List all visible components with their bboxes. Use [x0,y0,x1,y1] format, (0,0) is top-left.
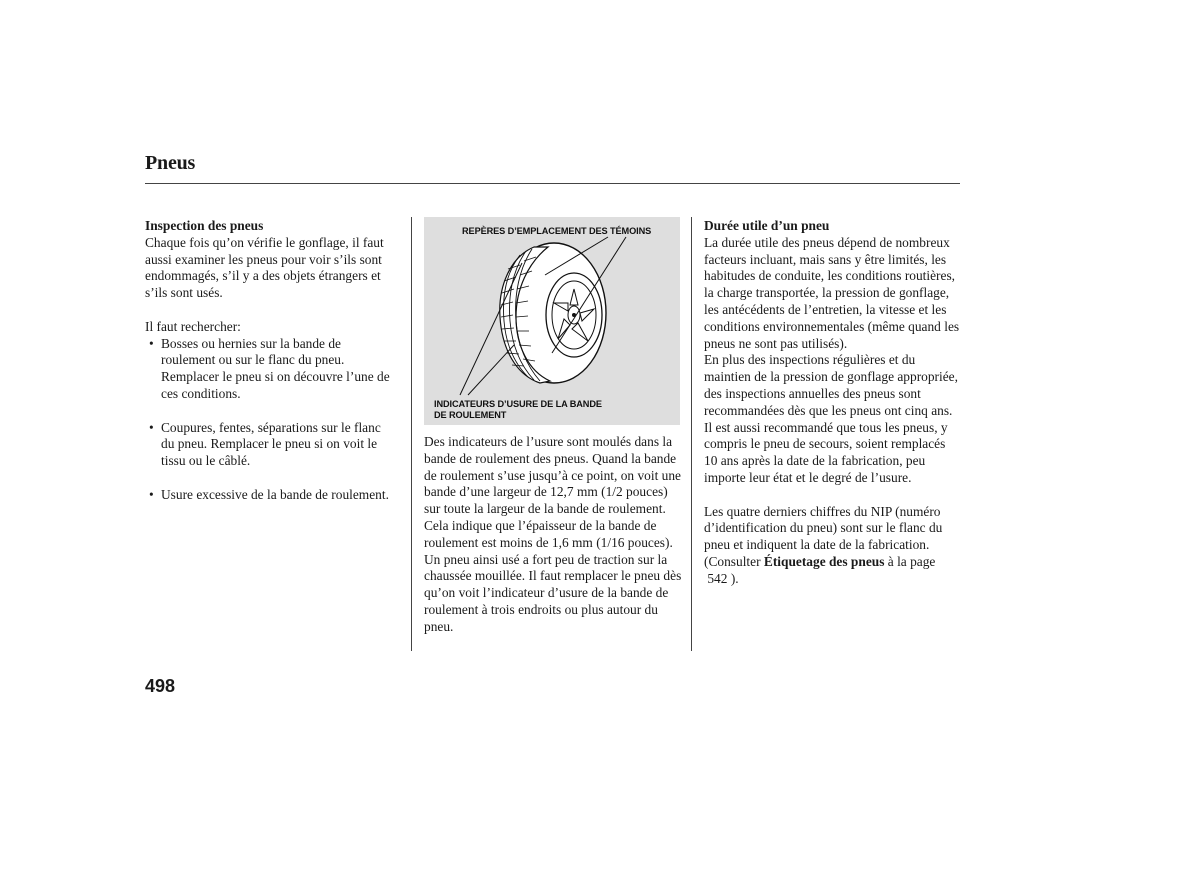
inspection-intro: Chaque fois qu’on vérifie le gonflage, il faut aussi examiner les pneus pour voir s’ils sont endommagés, s’il y a des objets étrangers et s’ils sont usés. [145,234,384,301]
replace-tire-paragraph: Un pneu ainsi usé a fort peu de traction sur la chaussée mouillée. Il faut remplacer le pneu dès qu’on voit l’indicateur d’usure de la bande de roulement à trois endroits ou plus autour du pneu. [424,551,682,634]
figure-label-bottom [434,399,602,420]
tin-text-start: Les quatre derniers chiffres du NIP (numéro d’identification du pneu) sont sur le flanc du pneu et indiquent la date de la fabrication. (Consulter [704,503,943,569]
figure-label-bottom-line1: INDICATEURS D’USURE DE LA BANDE [434,399,602,409]
tire-labeling-link[interactable]: Étiquetage des pneus [763,553,885,569]
middle-column [424,434,684,636]
tin-text-end: ). [730,570,739,586]
tire-figure [424,217,680,425]
tin-text-mid: à la page [887,553,936,569]
section-heading-inspection: Inspection des pneus [145,218,264,233]
left-column [145,218,397,504]
page-reference[interactable]: 542 [707,570,728,586]
page-title: Pneus [145,152,196,174]
title-rule [145,183,960,184]
inspection-schedule-paragraph: En plus des inspections régulières et du maintien de la pression de gonflage appropriée, des inspections annuelles des pneus sont recommandées dès que les pneus ont cinq ans. Il est aussi recommandé que tous les pneus, y compris le pneu de secours, soient remplacés 10 ans après la date de la fabrication, peu importe leur état et le degré de l’usure. [704,352,958,485]
tin-paragraph [704,504,962,588]
right-column [704,218,962,588]
figure-label-top: REPÈRES D’EMPLACEMENT DES TÉMOINS [462,226,652,236]
section-heading-tire-life: Durée utile d’un pneu [704,218,830,233]
column-divider-left [411,217,412,651]
tire-illustration [424,217,680,425]
list-item: • Coupures, fentes, séparations sur le flanc du pneu. Remplacer le pneu si on voit le tissu ou le câblé. [145,420,397,470]
list-item: • Bosses ou hernies sur la bande de roulement ou sur le flanc du pneu. Remplacer le pneu si on découvre l’une de ces conditions. [145,336,397,403]
inspection-list [145,336,397,504]
list-item: • Usure excessive de la bande de roulement. [145,487,397,504]
tire-life-paragraph: La durée utile des pneus dépend de nombreux facteurs incluant, mais sans y être limités, les habitudes de conduite, les conditions routières, la charge transportée, la pression de gonflage, les antécédents de l’entretien, la vitesse et les conditions environnementales (même quand les pneus ne sont pas utilisés). [704,234,960,351]
column-divider-right [691,217,692,651]
figure-label-bottom-line2: DE ROULEMENT [434,409,507,420]
inspection-lead: Il faut rechercher: [145,318,241,334]
page-number: 498 [145,676,176,696]
wear-indicator-paragraph: Des indicateurs de l’usure sont moulés dans la bande de roulement des pneus. Quand la bande de roulement s’use jusqu’à ce point, on voit une bande d’une largeur de 12,7 mm (1/2 pouces) sur toute la largeur de la bande de roulement. Cela indique que l’épaisseur de la bande de roulement est moins de 1,6 mm (1/16 pouces). [424,434,681,550]
